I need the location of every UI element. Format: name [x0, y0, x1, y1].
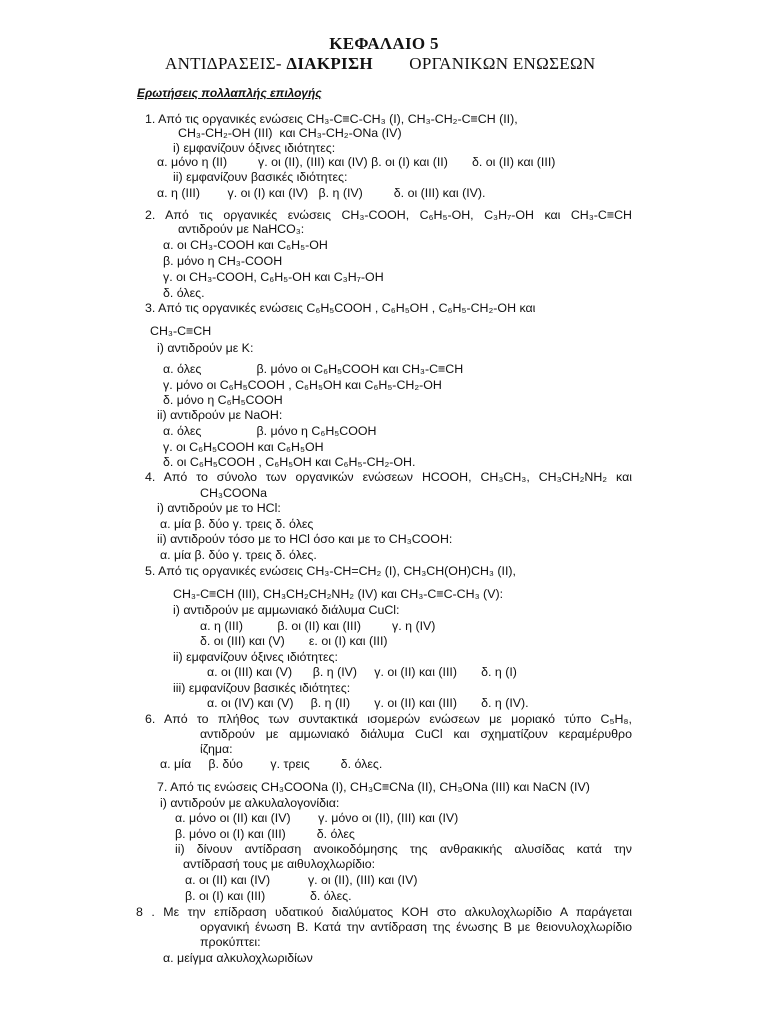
text-line: i) αντιδρούν με το HCl:: [157, 501, 281, 515]
text-line: α. οι (II) και (IV) γ. οι (II), (III) και (IV): [185, 873, 418, 887]
text-line: α. μείγμα αλκυλοχλωριδίων: [163, 951, 313, 965]
text-line: α. όλες β. μόνο η C₆H₅COOH: [163, 424, 377, 438]
text-line: α. η (III) γ. οι (I) και (IV) β. η (IV) δ. οι (III) και (IV).: [157, 186, 486, 200]
text-line: ii) δίνουν αντίδραση ανοικοδόμησης της ανθρακικής αλυσίδας κατά την: [175, 842, 632, 856]
text-line: β. μόνο οι (I) και (III) δ. όλες: [175, 827, 355, 841]
section-title: Ερωτήσεις πολλαπλής επιλογής: [137, 86, 322, 100]
text-line: 3. Από τις οργανικές ενώσεις C₆H₅COOH , C₆H₅OH , C₆H₅-CH₂-OH και: [145, 301, 536, 315]
text-line: αντιδρούν με αμμωνιακό διάλυμα CuCl και σχηματίζουν κεραμέρυθρο: [200, 727, 632, 741]
text-line: i) εμφανίζουν όξινες ιδιότητες:: [173, 141, 336, 155]
text-line: ii) αντιδρούν τόσο με το HCl όσο και με το CH₃COOH:: [157, 532, 453, 546]
text-line: α. όλες β. μόνο οι C₆H₅COOH και CH₃-C≡CH: [163, 362, 464, 376]
text-line: 2. Από τις οργανικές ενώσεις CH₃-COOH, C₆H₅-OH, C₃H₇-OH και CH₃-C≡CH: [145, 208, 632, 222]
text-line: α. οι CH₃-COOH και C₆H₅-OH: [163, 238, 328, 252]
text-line: δ. οι C₆H₅COOH , C₆H₅OH και C₆H₅-CH₂-OH.: [163, 455, 416, 469]
text-line: i) αντιδρούν με αμμωνιακό διάλυμα CuCl:: [173, 603, 400, 617]
text-line: i) αντιδρούν με K:: [157, 341, 254, 355]
text-line: β. οι (I) και (III) δ. όλες.: [185, 889, 352, 903]
title-part-reactions: ΑΝΤΙΔΡΑΣΕΙΣ-: [165, 54, 287, 73]
text-line: ii) αντιδρούν με NaOH:: [157, 408, 283, 422]
text-line: α. μόνο η (II) γ. οι (II), (III) και (IV) β. οι (I) και (II) δ. οι (II) και (III): [157, 155, 556, 169]
text-line: 7. Από τις ενώσεις CH₃COONa (I), CH₃C≡CNa (II), CH₃ONa (III) και NaCN (IV): [157, 780, 590, 794]
text-line: 8 . Με την επίδραση υδατικού διαλύματος KOH στο αλκυλοχλωρίδιο Α παράγεται: [136, 905, 632, 919]
text-line: CH₃-C≡CH (III), CH₃CH₂CH₂NH₂ (IV) και CH₃-C≡C-CH₃ (V):: [173, 587, 504, 601]
text-line: 4. Από το σύνολο των οργανικών ενώσεων HCOOH, CH₃CH₃, CH₃CH₂NH₂ και: [145, 470, 632, 484]
text-line: ίζημα:: [200, 742, 233, 756]
text-line: αντιδρούν με NaHCO₃:: [178, 222, 305, 236]
text-line: i) αντιδρούν με αλκυλαλογονίδια:: [160, 796, 340, 810]
text-line: α. η (III) β. οι (II) και (III) γ. η (IV): [200, 619, 436, 633]
text-line: α. οι (III) και (V) β. η (IV) γ. οι (II) και (III) δ. η (I): [207, 665, 517, 679]
text-line: δ. οι (III) και (V) ε. οι (I) και (III): [200, 634, 388, 648]
text-line: 6. Από το πλήθος των συντακτικά ισομερών ενώσεων με μοριακό τύπο C₅H₈,: [145, 712, 632, 726]
title-part-distinction: ΔΙΑΚΡΙΣΗ: [286, 54, 373, 73]
text-line: β. μόνο η CH₃-COOH: [163, 254, 283, 268]
text-line: α. μόνο οι (II) και (IV) γ. μόνο οι (II), (III) και (IV): [175, 811, 459, 825]
chapter-title: [165, 54, 595, 74]
text-line: ii) εμφανίζουν βασικές ιδιότητες:: [173, 170, 348, 184]
text-line: α. μία β. δύο γ. τρεις δ. όλες.: [160, 548, 317, 562]
text-line: γ. οι CH₃-COOH, C₆H₅-OH και C₃H₇-OH: [163, 270, 384, 284]
text-line: α. μία β. δύο γ. τρεις δ. όλες.: [160, 757, 383, 771]
text-line: οργανική ένωση Β. Κατά την αντίδραση της ένωσης Β με θειονυλοχλωρίδιο: [200, 920, 632, 934]
text-line: α. μία β. δύο γ. τρεις δ. όλες: [160, 517, 314, 531]
text-line: iii) εμφανίζουν βασικές ιδιότητες:: [173, 681, 351, 695]
text-line: CH₃-CH₂-OH (III) και CH₃-CH₂-ONa (IV): [178, 126, 402, 140]
text-line: CH₃-C≡CH: [150, 324, 212, 338]
text-line: γ. οι C₆H₅COOH και C₆H₅OH: [163, 440, 324, 454]
text-line: προκύπτει:: [200, 935, 261, 949]
text-line: αντίδρασή τους με αιθυλοχλωρίδιο:: [183, 857, 376, 871]
text-line: δ. όλες.: [163, 286, 205, 300]
text-line: ii) εμφανίζουν όξινες ιδιότητες:: [173, 650, 338, 664]
text-line: γ. μόνο οι C₆H₅COOH , C₆H₅OH και C₆H₅-CH₂-OH: [163, 378, 442, 392]
text-line: 5. Από τις οργανικές ενώσεις CH₃-CH=CH₂ (I), CH₃CH(OH)CH₃ (II),: [145, 564, 516, 578]
chapter-heading: ΚΕΦΑΛΑΙΟ 5: [329, 34, 439, 53]
text-line: CH₃COONa: [200, 486, 268, 500]
title-part-organic: ΟΡΓΑΝΙΚΩΝ ΕΝΩΣΕΩΝ: [372, 54, 596, 73]
text-line: δ. μόνο η C₆H₅COOH: [163, 393, 283, 407]
text-line: α. οι (IV) και (V) β. η (II) γ. οι (II) και (III) δ. η (IV).: [207, 696, 529, 710]
text-line: 1. Από τις οργανικές ενώσεις CH₃-C≡C-CH₃ (I), CH₃-CH₂-C≡CH (II),: [145, 112, 518, 126]
